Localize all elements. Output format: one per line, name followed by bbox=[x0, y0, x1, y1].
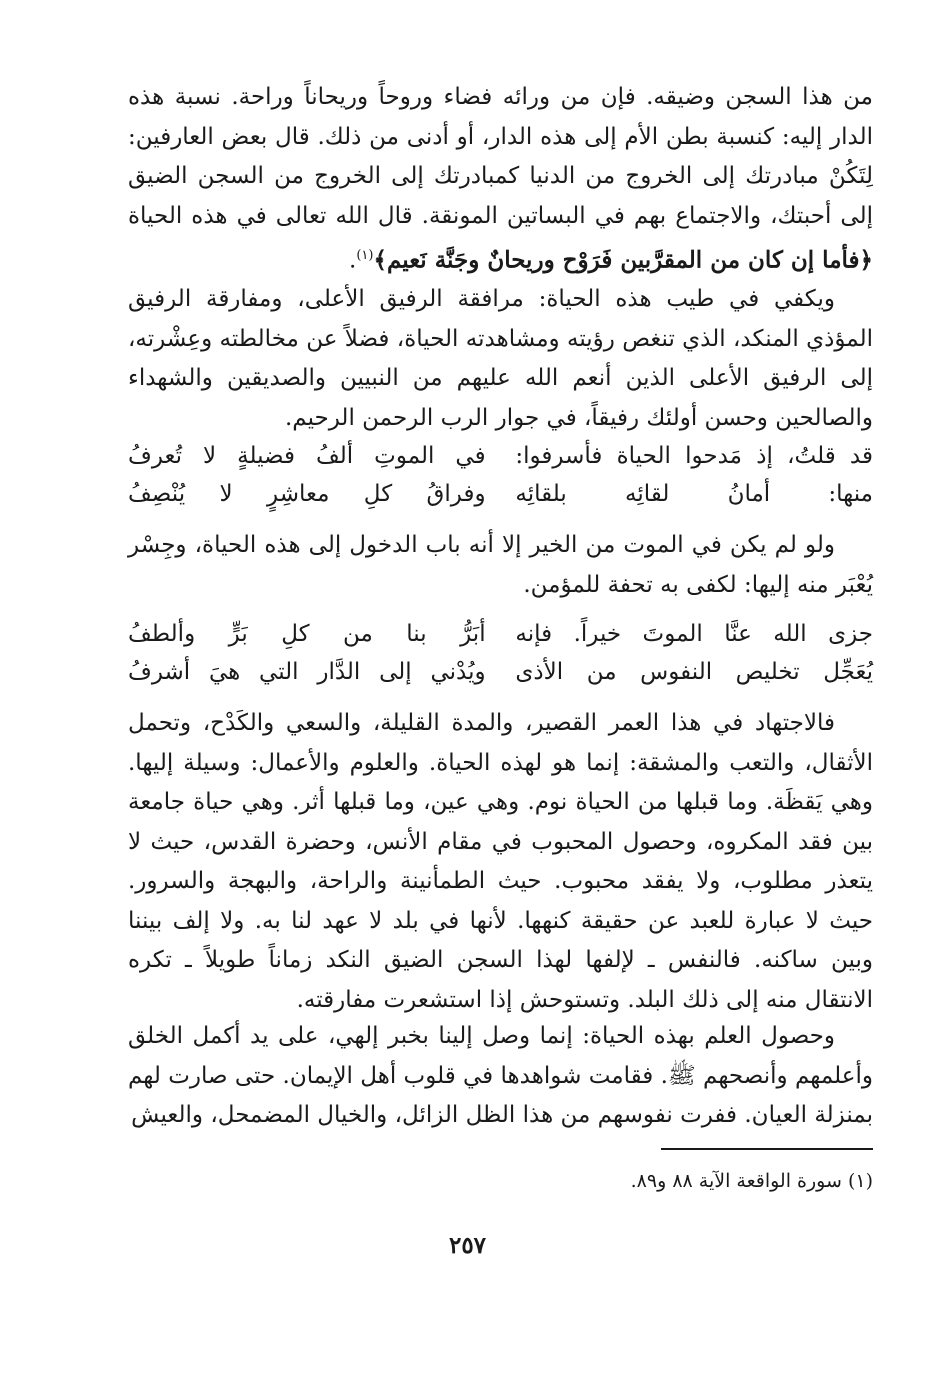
hemistich: ويُدْني إلى الدَّار التي هيَ أشرفُ bbox=[128, 659, 486, 685]
poem-1-verse-1 bbox=[128, 437, 873, 475]
hemistich: يُعَجِّل تخليص النفوس من الأذى bbox=[515, 659, 873, 685]
page-number: ٢٥٧ bbox=[448, 1232, 487, 1259]
quran-verse: ﴿فأما إن كان من المقرَّبين فَرَوْح وريحانٌ وجَنَّة نَعيم﴾ bbox=[373, 246, 873, 274]
paragraph-4-text: فالاجتهاد في هذا العمر القصير، والمدة القليلة، والسعي والكَدْح، وتحمل الأثقال، والتعب والمشقة: إنما هو لهذه الحياة. والعلوم والأعمال: وسيلة إليها. وهي يَقظَة. وما قبلها من الحياة نوم. وهي عين، وما قبلها أثر. وهي حياة جامعة بين فقد المكروه، وحصول المحبوب في مقام الأنس، وحضرة القدس، حيث لا يتعذر مطلوب، ولا يفقد محبوب. حيث الطمأنينة والراحة، والبهجة والسرور. حيث لا عبارة للعبد عن حقيقة كنهها. لأنها في بلد لا عهد لنا به. ولا إلف بيننا وبين ساكنه. فالنفس ـ لإلفها لهذا السجن الضيق النكد زماناً طويلاً ـ تكره الانتقال منه إلى ذلك البلد. وتستوحش إذا استشعرت مفارقته. bbox=[128, 710, 873, 1013]
paragraph-5-text: وحصول العلم بهذه الحياة: إنما وصل إلينا بخبر إلهي، على يد أكمل الخلق وأعلمهم وأنصحهم ﷺ. فقامت شواهدها في قلوب أهل الإيمان. حتى صارت لهم بمنزلة العيان. ففرت نفوسهم من هذا الظل الزائل، والخيال المضمحل، والعيش bbox=[128, 1023, 873, 1128]
hemistich: في الموتِ ألفُ فضيلةٍ لا تُعرفُ bbox=[128, 443, 486, 469]
hemistich: جزى الله عنَّا الموتَ خيراً. فإنه bbox=[515, 621, 873, 647]
poem-1-verse-2 bbox=[128, 475, 873, 513]
hemistich: قد قلتُ، إذ مَدحوا الحياة فأسرفوا: bbox=[515, 443, 873, 469]
paragraph-2 bbox=[128, 280, 873, 438]
footnote-ref: (١) bbox=[356, 248, 374, 263]
paragraph-5 bbox=[128, 1017, 873, 1136]
hemistich: أبَرُّ بنا من كلِ بَرٍّ وألطفُ bbox=[128, 621, 486, 647]
hemistich: وفراقُ كلِ معاشِرٍ لا يُنْصِفُ bbox=[128, 481, 486, 507]
paragraph-1 bbox=[128, 78, 873, 281]
paragraph-4 bbox=[128, 704, 873, 1020]
footnote-divider bbox=[661, 1148, 873, 1150]
paragraph-3 bbox=[128, 526, 873, 605]
poem-2 bbox=[128, 615, 873, 691]
poem-2-verse-2 bbox=[128, 653, 873, 691]
paragraph-1-end: . bbox=[349, 247, 357, 274]
paragraph-3-text: ولو لم يكن في الموت من الخير إلا أنه باب الدخول إلى هذه الحياة، وجِسْر يُعْبَر منه إليها: لكفى به تحفة للمؤمن. bbox=[128, 532, 873, 598]
poem-2-verse-1 bbox=[128, 615, 873, 653]
hemistich: منها: أمانُ لقائِه بلقائِه bbox=[515, 481, 873, 507]
poem-1 bbox=[128, 437, 873, 513]
paragraph-1-text: من هذا السجن وضيقه. فإن من ورائه فضاء وروحاً وريحاناً وراحة. نسبة هذه الدار إليه: كنسبة بطن الأم إلى هذه الدار، أو أدنى من ذلك. قال بعض العارفين: لِتَكُنْ مبادرتك إلى الخروج من الدنيا كمبادرتك إلى الخروج من السجن الضيق إلى أحبتك، والاجتماع بهم في البساتين المونقة. قال الله تعالى في هذه الحياة bbox=[128, 84, 873, 229]
paragraph-2-text: ويكفي في طيب هذه الحياة: مرافقة الرفيق الأعلى، ومفارقة الرفيق المؤذي المنكد، الذي تنغص رؤيته ومشاهدته الحياة، فضلاً عن مخالطته وعِشْرته، إلى الرفيق الأعلى الذين أنعم الله عليهم من النبيين والصديقين والشهداء والصالحين وحسن أولئك رفيقاً، في جوار الرب الرحمن الرحيم. bbox=[128, 286, 873, 431]
footnote: (١) سورة الواقعة الآية ٨٨ و٨٩. bbox=[630, 1170, 873, 1192]
